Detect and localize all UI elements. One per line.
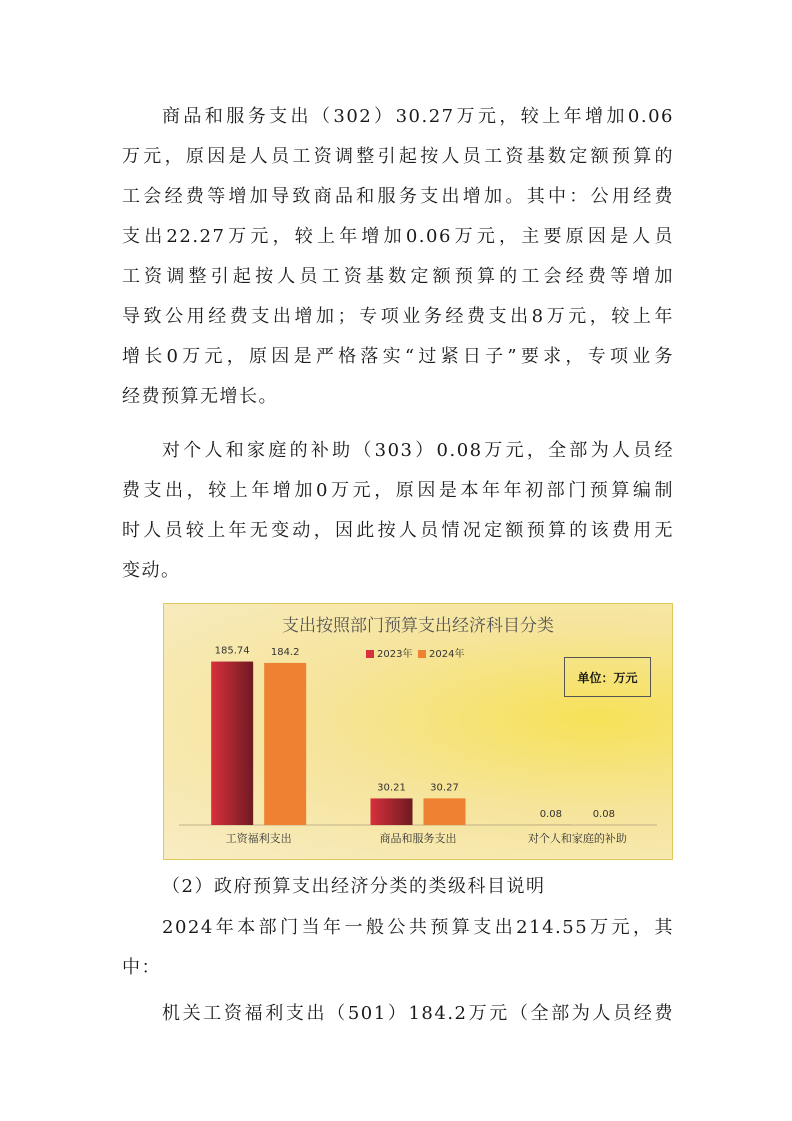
text-line: 变动。 (122, 560, 181, 581)
data-label-2-1: 184.2 (270, 646, 300, 658)
data-label-1-2: 30.21 (377, 782, 406, 794)
category-label-2: 商品和服务支出 (379, 832, 457, 845)
chart-title: 支出按照部门预算支出经济科目分类 (282, 616, 554, 636)
text-line: 万元，原因是人员工资调整引起按人员工资基数定额预算的 (122, 146, 674, 167)
text-line: 时人员较上年无变动，因此按人员情况定额预算的该费用无 (122, 520, 674, 541)
text-line: 经费预算无增长。 (122, 386, 278, 407)
category-label-1: 工资福利支出 (225, 832, 292, 845)
text-line: 商品和服务支出（302）30.27万元，较上年增加0.06 (162, 106, 674, 127)
bar-2-1 (264, 663, 306, 825)
text-line: 2024年本部门当年一般公共预算支出214.55万元，其 (162, 917, 674, 938)
paragraph-salary-welfare (122, 994, 674, 1034)
text-line: 工资调整引起按人员工资基数定额预算的工会经费等增加 (122, 266, 674, 287)
paragraph-general-budget (122, 908, 674, 988)
text-line: 对个人和家庭的补助（303）0.08万元，全部为人员经 (162, 440, 674, 461)
text-line: 支出22.27万元，较上年增加0.06万元，主要原因是人员 (122, 226, 674, 247)
data-label-2-3: 0.08 (592, 808, 615, 820)
legend-swatch-1 (366, 650, 374, 658)
text-line: 费支出，较上年增加0万元，原因是本年年初部门预算编制 (122, 480, 674, 501)
text-line: 增长0万元，原因是严格落实“过紧日子”要求，专项业务 (122, 346, 674, 367)
chart-canvas (164, 604, 672, 859)
bar-1-2 (371, 798, 413, 825)
data-label-1-3: 0.08 (539, 808, 562, 820)
category-label-3: 对个人和家庭的补助 (527, 832, 627, 845)
data-label-2-2: 30.27 (430, 782, 459, 794)
bar-2-2 (424, 798, 466, 825)
legend-label-2: 2024年 (429, 649, 465, 660)
legend-label-1: 2023年 (377, 649, 413, 660)
paragraph-goods-services (122, 97, 674, 417)
unit-label-box: 单位：万元 (564, 657, 651, 697)
legend-swatch-2 (418, 650, 426, 658)
heading-text: （2）政府预算支出经济分类的类级科目说明 (162, 876, 546, 897)
data-label-1-1: 185.74 (214, 645, 250, 657)
paragraph-personal-subsidy (122, 431, 674, 591)
expenditure-bar-chart (163, 603, 673, 860)
section-heading (122, 867, 674, 907)
text-line: 中： (122, 957, 161, 978)
text-line: 机关工资福利支出（501）184.2万元（全部为人员经费 (162, 1003, 674, 1024)
text-line: 导致公用经费支出增加；专项业务经费支出8万元，较上年 (122, 306, 674, 327)
bar-1-1 (211, 662, 253, 825)
text-line: 工会经费等增加导致商品和服务支出增加。其中：公用经费 (122, 186, 674, 207)
